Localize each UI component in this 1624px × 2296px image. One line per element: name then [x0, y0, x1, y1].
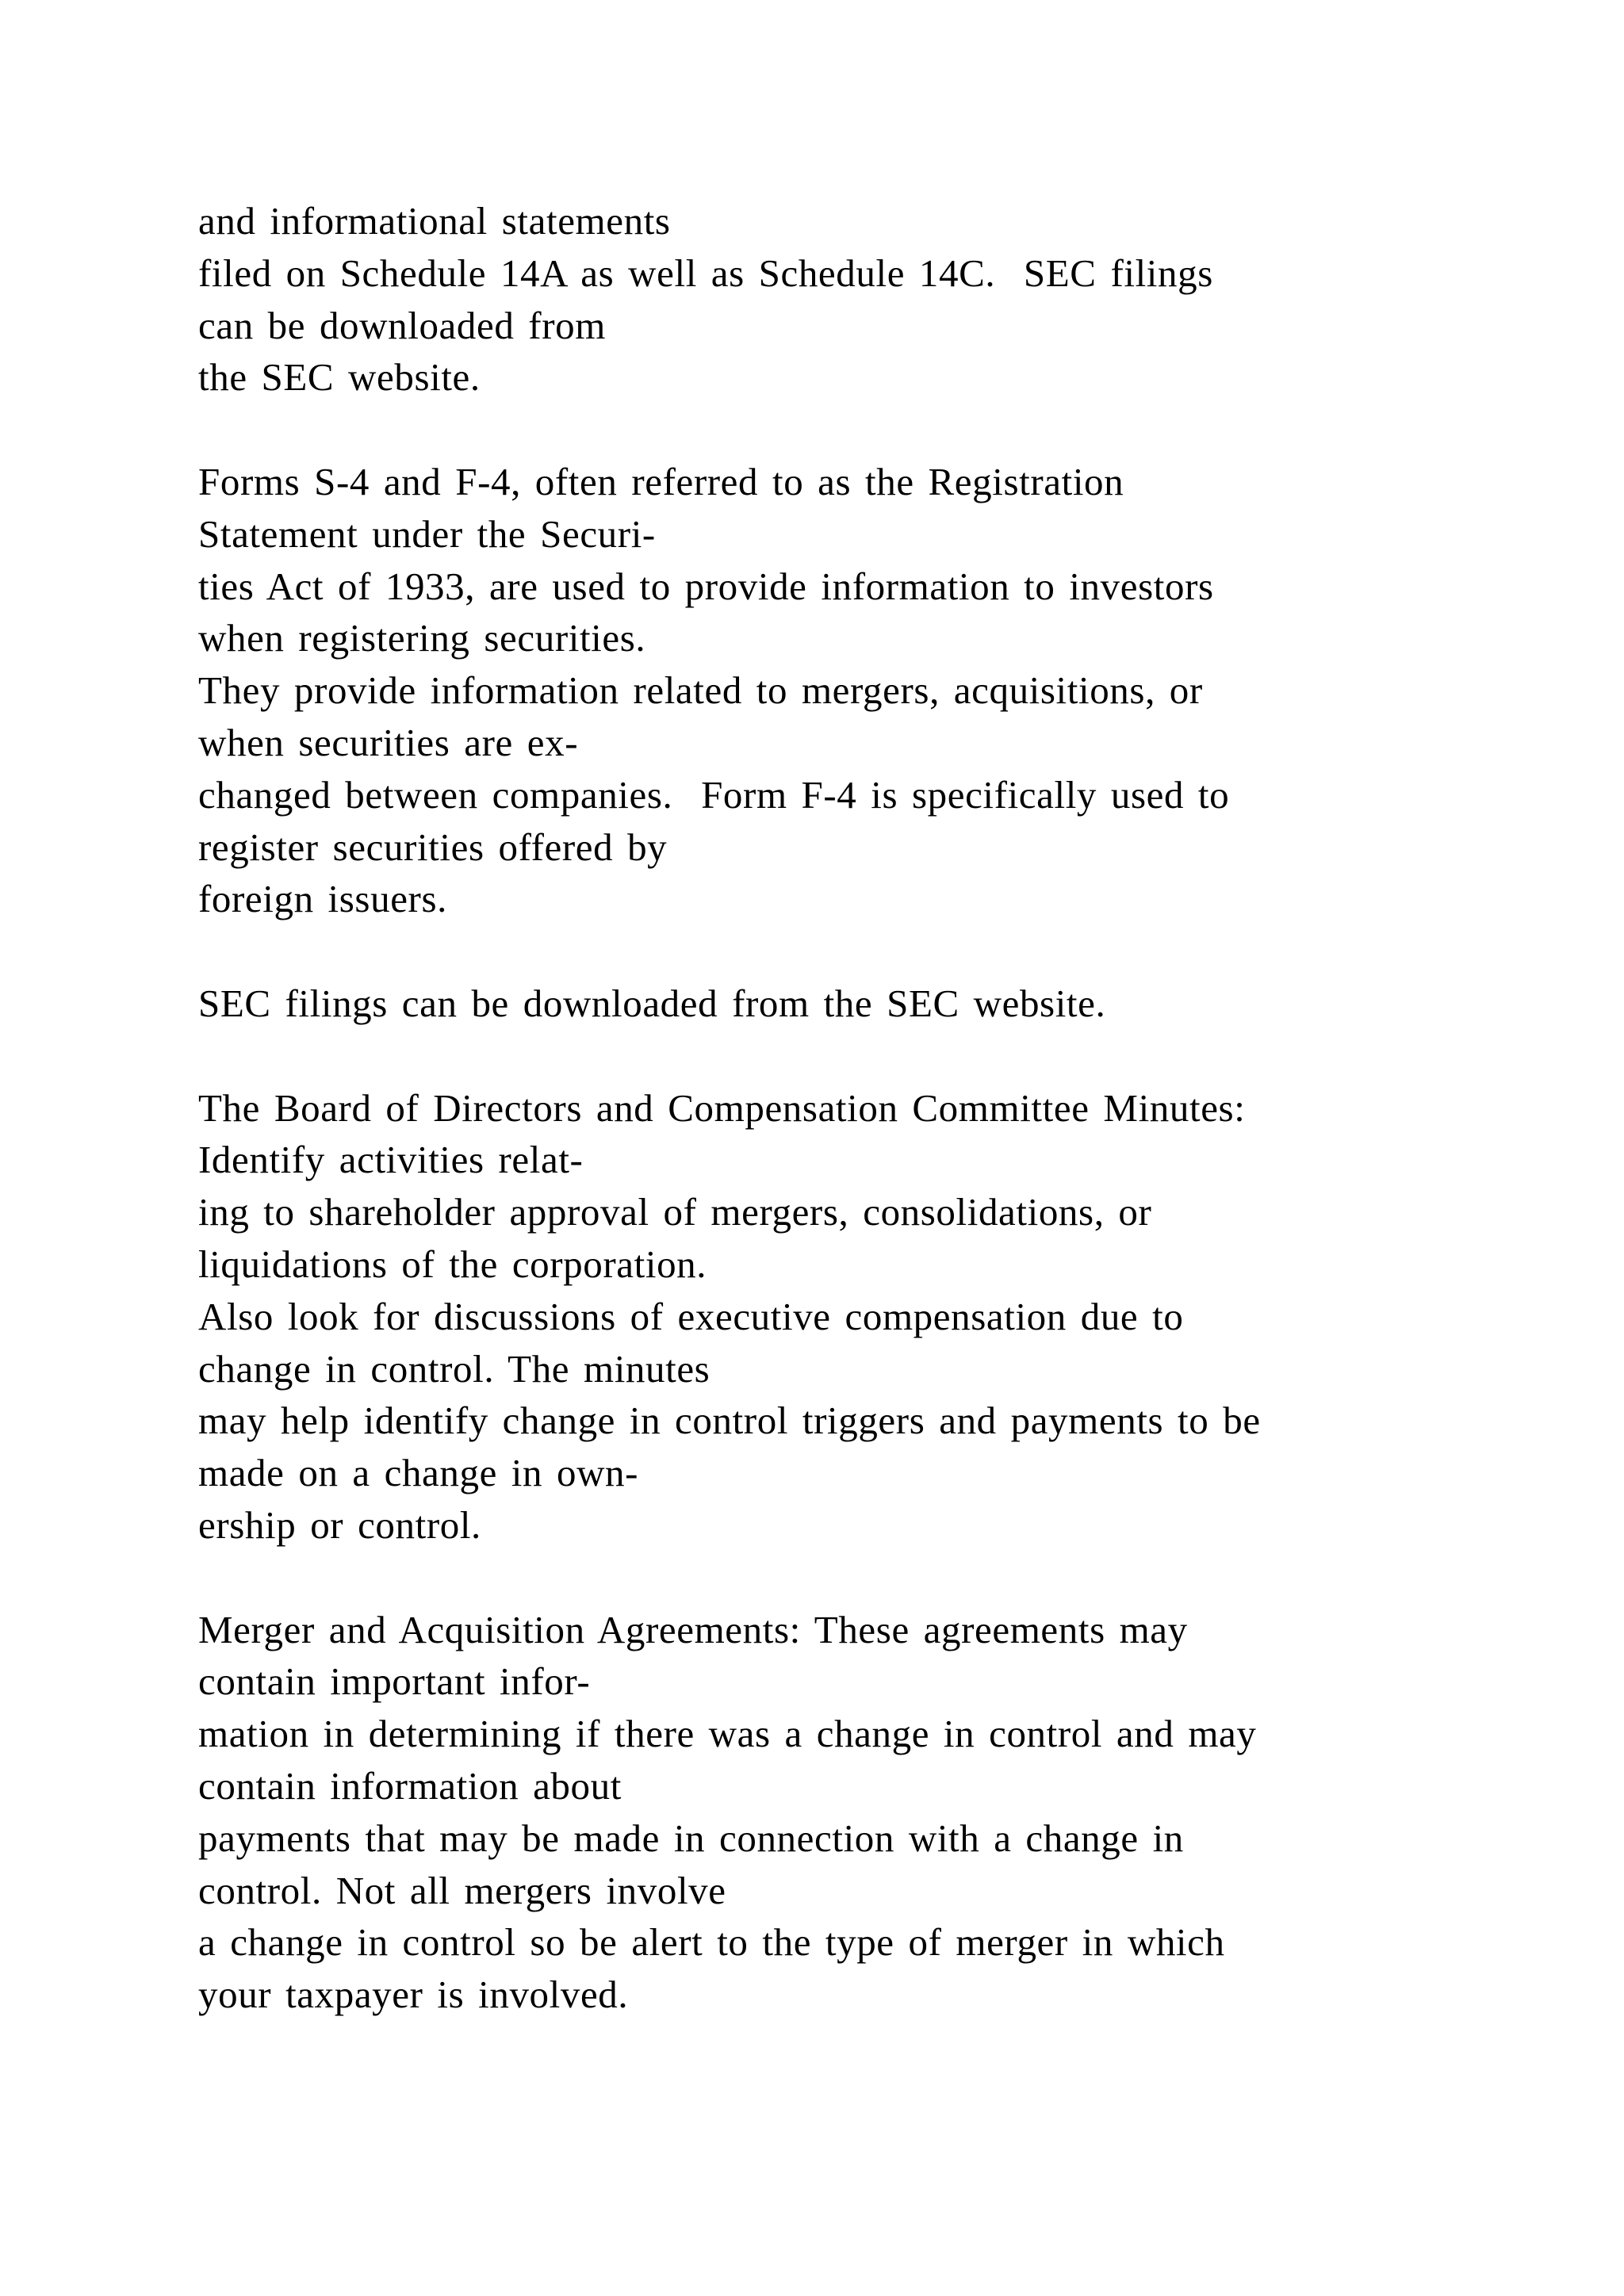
paragraph-schedule-14 — [198, 195, 1594, 404]
text-line: They provide information related to mergers, acquisitions, or — [198, 668, 1203, 713]
paragraph-board-minutes — [198, 1082, 1594, 1552]
text-line: ties Act of 1933, are used to provide information to investors — [198, 564, 1214, 608]
text-line: payments that may be made in connection with a change in — [198, 1816, 1184, 1860]
paragraph-forms-s4-f4 — [198, 456, 1594, 925]
text-line: mation in determining if there was a change in control and may — [198, 1712, 1257, 1756]
text-line: made on a change in own- — [198, 1451, 639, 1495]
text-line: ership or control. — [198, 1502, 481, 1547]
text-line: Merger and Acquisition Agreements: These agreements may — [198, 1607, 1188, 1651]
text-line: Forms S-4 and F-4, often referred to as the Registration — [198, 459, 1124, 503]
text-line: The Board of Directors and Compensation Committee Minutes: — [198, 1085, 1246, 1130]
text-line: the SEC website. — [198, 355, 481, 400]
text-line: a change in control so be alert to the type of merger in which — [198, 1920, 1225, 1965]
text-line: and informational statements — [198, 199, 671, 243]
text-line: your taxpayer is involved. — [198, 1973, 629, 2017]
text-line: changed between companies. Form F-4 is specifically used to — [198, 772, 1230, 817]
text-line: Also look for discussions of executive compensation due to — [198, 1294, 1184, 1338]
text-line: may help identify change in control triggers and payments to be — [198, 1399, 1261, 1443]
text-line: when securities are ex- — [198, 720, 579, 764]
text-line: liquidations of the corporation. — [198, 1242, 707, 1286]
text-line: when registering securities. — [198, 616, 646, 660]
document-body — [198, 195, 1594, 2021]
text-line: contain important infor- — [198, 1659, 591, 1704]
paragraph-sec-filings — [198, 978, 1594, 1030]
text-line: control. Not all mergers involve — [198, 1868, 726, 1912]
text-line: can be downloaded from — [198, 303, 606, 347]
text-line: register securities offered by — [198, 825, 668, 869]
text-line: Statement under the Securi- — [198, 511, 656, 556]
text-line: change in control. The minutes — [198, 1346, 710, 1391]
text-line: Identify activities relat- — [198, 1138, 584, 1182]
text-line: filed on Schedule 14A as well as Schedule 14C. SEC filings — [198, 251, 1213, 295]
text-line: contain information about — [198, 1763, 622, 1808]
text-line: ing to shareholder approval of mergers, consolidations, or — [198, 1190, 1152, 1234]
text-line: SEC filings can be downloaded from the SEC website. — [198, 981, 1106, 1025]
paragraph-merger-agreements — [198, 1604, 1594, 2021]
text-line: foreign issuers. — [198, 877, 447, 921]
